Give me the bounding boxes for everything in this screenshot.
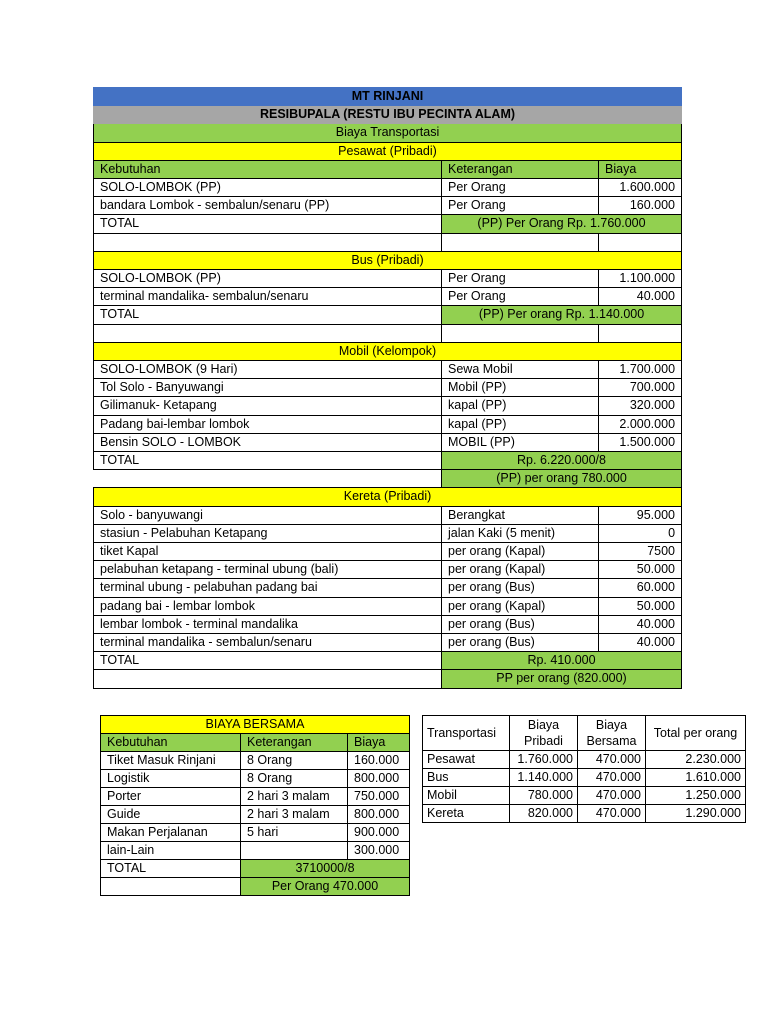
table-row (423, 769, 746, 787)
cell-biaya-bersama: 470.000 (578, 805, 646, 823)
cell-kebutuhan: Tol Solo - Banyuwangi (94, 379, 442, 397)
cell-transportasi: Pesawat (423, 751, 510, 769)
cell-biaya: 1.600.000 (599, 179, 682, 197)
total-value: 3710000/8 (241, 860, 410, 878)
cell-biaya-pribadi: 820.000 (510, 805, 578, 823)
header-kebutuhan: Kebutuhan (94, 160, 442, 178)
bersama-title: BIAYA BERSAMA (101, 716, 410, 734)
cell-kebutuhan: terminal mandalika - sembalun/senaru (94, 634, 442, 652)
column-header-row (423, 716, 746, 751)
title-row (94, 88, 682, 106)
cell-kebutuhan: Solo - banyuwangi (94, 506, 442, 524)
total-value: (PP) Per Orang Rp. 1.760.000 (442, 215, 682, 233)
cell-biaya: 1.700.000 (599, 361, 682, 379)
table-row (94, 597, 682, 615)
header-biaya-pribadi: Biaya Pribadi (510, 716, 578, 751)
cell-kebutuhan: padang bai - lembar lombok (94, 597, 442, 615)
cell-keterangan: Per Orang (442, 288, 599, 306)
table-row (423, 787, 746, 805)
cell-keterangan: MOBIL (PP) (442, 433, 599, 451)
cell-keterangan: 8 Orang (241, 752, 348, 770)
cell-keterangan: per orang (Bus) (442, 634, 599, 652)
empty-row (94, 233, 682, 251)
cell-biaya-pribadi: 1.140.000 (510, 769, 578, 787)
cell-kebutuhan: terminal ubung - pelabuhan padang bai (94, 579, 442, 597)
cell-keterangan: jalan Kaki (5 menit) (442, 524, 599, 542)
table-row (94, 561, 682, 579)
bus-title: Bus (Pribadi) (94, 251, 682, 269)
header-biaya: Biaya (348, 734, 410, 752)
table-row (101, 824, 410, 842)
cell-kebutuhan: Tiket Masuk Rinjani (101, 752, 241, 770)
cell-keterangan: per orang (Bus) (442, 615, 599, 633)
cell-keterangan: per orang (Bus) (442, 579, 599, 597)
table-row (101, 770, 410, 788)
cell-transportasi: Mobil (423, 787, 510, 805)
kereta-title: Kereta (Pribadi) (94, 488, 682, 506)
total-label: TOTAL (94, 652, 442, 670)
cell-kebutuhan: stasiun - Pelabuhan Ketapang (94, 524, 442, 542)
total-per-person: PP per orang (820.000) (442, 670, 682, 688)
cell-biaya-pribadi: 780.000 (510, 787, 578, 805)
table-row (94, 506, 682, 524)
summary-table (422, 715, 746, 823)
cell-total: 2.230.000 (646, 751, 746, 769)
cell-biaya: 2.000.000 (599, 415, 682, 433)
table-row (94, 579, 682, 597)
table-row (101, 752, 410, 770)
table-row (423, 751, 746, 769)
cell-keterangan (241, 842, 348, 860)
cell-biaya: 40.000 (599, 288, 682, 306)
table-row (94, 379, 682, 397)
table-row (94, 397, 682, 415)
cell-kebutuhan: Makan Perjalanan (101, 824, 241, 842)
cell-biaya: 40.000 (599, 634, 682, 652)
total-row (94, 306, 682, 324)
cell-biaya: 320.000 (599, 397, 682, 415)
subtitle-row (94, 106, 682, 124)
cell-biaya: 800.000 (348, 806, 410, 824)
cell-biaya: 750.000 (348, 788, 410, 806)
cell-kebutuhan: Logistik (101, 770, 241, 788)
header-keterangan: Keterangan (241, 734, 348, 752)
total-row (101, 860, 410, 878)
cell-biaya-bersama: 470.000 (578, 787, 646, 805)
cell-biaya: 160.000 (348, 752, 410, 770)
table-row (94, 433, 682, 451)
total-label: TOTAL (101, 860, 241, 878)
column-header-row (101, 734, 410, 752)
cell-keterangan: Mobil (PP) (442, 379, 599, 397)
cell-kebutuhan: Bensin SOLO - LOMBOK (94, 433, 442, 451)
total-label: TOTAL (94, 452, 442, 470)
cell-keterangan: Per Orang (442, 179, 599, 197)
shared-cost-table (100, 715, 410, 896)
table-row (101, 788, 410, 806)
cell-keterangan: kapal (PP) (442, 415, 599, 433)
cell-total: 1.250.000 (646, 787, 746, 805)
total-value: (PP) Per orang Rp. 1.140.000 (442, 306, 682, 324)
cell-keterangan: per orang (Kapal) (442, 543, 599, 561)
cell-biaya-pribadi: 1.760.000 (510, 751, 578, 769)
table-row (94, 270, 682, 288)
cell-biaya: 1.100.000 (599, 270, 682, 288)
cell-keterangan: Per Orang (442, 270, 599, 288)
total-per-person-row (94, 470, 682, 488)
cell-keterangan: 2 hari 3 malam (241, 788, 348, 806)
cell-biaya: 60.000 (599, 579, 682, 597)
cell-biaya: 50.000 (599, 561, 682, 579)
cell-biaya: 160.000 (599, 197, 682, 215)
total-value: Rp. 6.220.000/8 (442, 452, 682, 470)
cell-biaya: 900.000 (348, 824, 410, 842)
total-per-person: Per Orang 470.000 (241, 878, 410, 896)
cell-biaya: 40.000 (599, 615, 682, 633)
header-transportasi: Transportasi (423, 716, 510, 751)
cell-kebutuhan: Padang bai-lembar lombok (94, 415, 442, 433)
column-header-row (94, 160, 682, 178)
cell-biaya: 700.000 (599, 379, 682, 397)
table-row (94, 179, 682, 197)
total-per-person-row (94, 670, 682, 688)
cell-kebutuhan: Porter (101, 788, 241, 806)
empty-row (94, 324, 682, 342)
total-per-person: (PP) per orang 780.000 (442, 470, 682, 488)
table-row (94, 524, 682, 542)
cell-kebutuhan: SOLO-LOMBOK (PP) (94, 179, 442, 197)
transport-cost-table (93, 87, 682, 689)
cell-kebutuhan: Gilimanuk- Ketapang (94, 397, 442, 415)
cell-kebutuhan: SOLO-LOMBOK (9 Hari) (94, 361, 442, 379)
table-row (94, 415, 682, 433)
cell-keterangan: per orang (Kapal) (442, 561, 599, 579)
mobil-title: Mobil (Kelompok) (94, 342, 682, 360)
table-row (101, 842, 410, 860)
cell-biaya: 95.000 (599, 506, 682, 524)
pesawat-title: Pesawat (Pribadi) (94, 142, 682, 160)
cell-kebutuhan: bandara Lombok - sembalun/senaru (PP) (94, 197, 442, 215)
cell-kebutuhan: tiket Kapal (94, 543, 442, 561)
cell-kebutuhan: terminal mandalika- sembalun/senaru (94, 288, 442, 306)
cell-kebutuhan: pelabuhan ketapang - terminal ubung (bali) (94, 561, 442, 579)
table-row (94, 634, 682, 652)
cell-total: 1.610.000 (646, 769, 746, 787)
table-row (101, 806, 410, 824)
page-title: MT RINJANI (94, 88, 682, 106)
header-biaya-bersama: Biaya Bersama (578, 716, 646, 751)
cell-total: 1.290.000 (646, 805, 746, 823)
cell-biaya: 50.000 (599, 597, 682, 615)
header-kebutuhan: Kebutuhan (101, 734, 241, 752)
cell-biaya: 300.000 (348, 842, 410, 860)
table-row (94, 543, 682, 561)
section-title: Biaya Transportasi (94, 124, 682, 142)
cell-biaya: 0 (599, 524, 682, 542)
table-row (94, 361, 682, 379)
table-row (94, 197, 682, 215)
cell-keterangan: kapal (PP) (442, 397, 599, 415)
cell-keterangan: 8 Orang (241, 770, 348, 788)
cell-kebutuhan: Guide (101, 806, 241, 824)
cell-keterangan: Berangkat (442, 506, 599, 524)
header-keterangan: Keterangan (442, 160, 599, 178)
cell-keterangan: Sewa Mobil (442, 361, 599, 379)
cell-biaya-bersama: 470.000 (578, 769, 646, 787)
cell-biaya: 800.000 (348, 770, 410, 788)
cell-kebutuhan: SOLO-LOMBOK (PP) (94, 270, 442, 288)
header-total-per-orang: Total per orang (646, 716, 746, 751)
cell-keterangan: 2 hari 3 malam (241, 806, 348, 824)
cell-kebutuhan: lain-Lain (101, 842, 241, 860)
cell-transportasi: Bus (423, 769, 510, 787)
table-row (94, 288, 682, 306)
cell-biaya: 7500 (599, 543, 682, 561)
cell-keterangan: Per Orang (442, 197, 599, 215)
cell-keterangan: 5 hari (241, 824, 348, 842)
total-label: TOTAL (94, 215, 442, 233)
table-row (423, 805, 746, 823)
cell-transportasi: Kereta (423, 805, 510, 823)
total-per-person-row (101, 878, 410, 896)
total-value: Rp. 410.000 (442, 652, 682, 670)
cell-biaya: 1.500.000 (599, 433, 682, 451)
cell-biaya-bersama: 470.000 (578, 751, 646, 769)
cell-kebutuhan: lembar lombok - terminal mandalika (94, 615, 442, 633)
total-label: TOTAL (94, 306, 442, 324)
total-row (94, 215, 682, 233)
header-biaya: Biaya (599, 160, 682, 178)
cell-keterangan: per orang (Kapal) (442, 597, 599, 615)
total-row (94, 652, 682, 670)
page-subtitle: RESIBUPALA (RESTU IBU PECINTA ALAM) (94, 106, 682, 124)
total-row (94, 452, 682, 470)
table-row (94, 615, 682, 633)
